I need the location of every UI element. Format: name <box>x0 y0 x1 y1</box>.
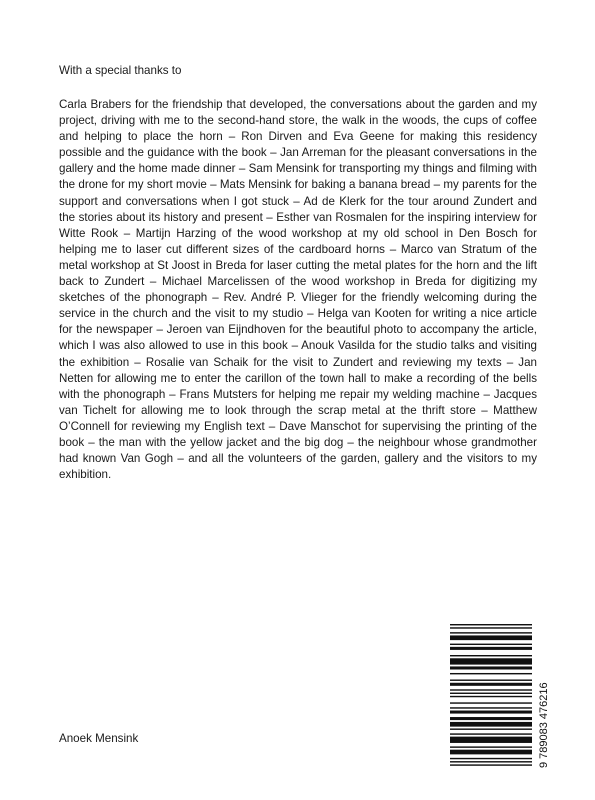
acknowledgements-text: Carla Brabers for the friendship that developed, the conversations about the garden and my project, driving with me to the second-hand store, the walk in the woods, the cups of coffee and helping to place the horn – Ron Dirven and Eva Geene for making this residency possible and the guidance with the book – Jan Arreman for the pleasant conversations in the gallery and the home made dinner – Sam Mensink for transporting my things and filming with the drone for my short movie – Mats Mensink for baking a banana bread – my parents for the support and conversations when I got stuck – Ad de Klerk for the tour around Zundert and the stories about its history and present – Esther van Rosmalen for the inspiring interview for Witte Rook – Martijn Harzing of the wood workshop at my old school in Den Bosch for helping me to laser cut different sizes of the cardboard horns – Marco van Stratum of the metal workshop at St Joost in Breda for laser cutting the metal plates for the horn and the lift back to Zundert – Michael Marcelissen of the wood workshop in Breda for digitizing my sketches of the phonograph – Rev. André P. Vlieger for the friendly welcoming during the service in the church and the visit to my studio – Helga van Kooten for writing a nice article for the newspaper – Jeroen van Eijndhoven for the beautiful photo to accompany the article, which I was also allowed to use in this book – Anouk Vasilda for the studio talks and visiting the exhibition – Rosalie van Schaik for the visit to Zundert and reviewing my texts – Jan Netten for allowing me to enter the carillon of the town hall to make a recording of the bells with the phonograph – Frans Mutsters for helping me repair my welding machine – Jacques van Tichelt for allowing me to look through the scrap metal at the thrift store – Matthew O’Connell for reviewing my English text – Dave Manschot for supervising the printing of the book – the man with the yellow jacket and the big dog – the neighbour whose grandmother had known Van Gogh – and all the volunteers of the garden, gallery and the visitors to my exhibition. <box>59 98 537 482</box>
barcode-bar <box>450 746 532 747</box>
barcode-bar <box>450 717 532 720</box>
barcode-bar <box>450 722 532 727</box>
barcode-bar <box>450 635 532 640</box>
barcode-bar <box>450 624 532 625</box>
barcode-bar <box>450 666 532 669</box>
barcode-bar <box>450 750 532 755</box>
barcode-bar <box>450 733 532 734</box>
barcode-bar <box>450 655 532 656</box>
author-name: Anoek Mensink <box>59 732 139 745</box>
barcode-bar <box>450 696 532 697</box>
barcode-bar <box>450 632 532 633</box>
barcode-bar <box>450 711 532 714</box>
barcode-bar <box>450 764 532 765</box>
barcode-bar <box>450 679 532 680</box>
barcode-bar <box>450 761 532 762</box>
barcode-bar <box>450 707 532 708</box>
barcode-bar <box>450 644 532 645</box>
barcode-bar <box>450 702 532 703</box>
isbn-barcode <box>450 620 550 770</box>
barcode-graphic <box>450 620 550 770</box>
barcode-bar <box>450 627 532 628</box>
barcode-bar <box>450 658 532 664</box>
barcode-bar <box>450 689 532 690</box>
barcode-bar <box>450 683 532 686</box>
barcode-digits: 9 789083 476216 <box>538 682 550 768</box>
acknowledgements-heading: With a special thanks to <box>59 64 182 77</box>
barcode-bar <box>450 693 532 694</box>
barcode-bar <box>450 737 532 743</box>
barcode-bar <box>450 673 532 674</box>
barcode-bar <box>450 758 532 759</box>
barcode-bar <box>450 728 532 729</box>
barcode-bar <box>450 647 532 650</box>
